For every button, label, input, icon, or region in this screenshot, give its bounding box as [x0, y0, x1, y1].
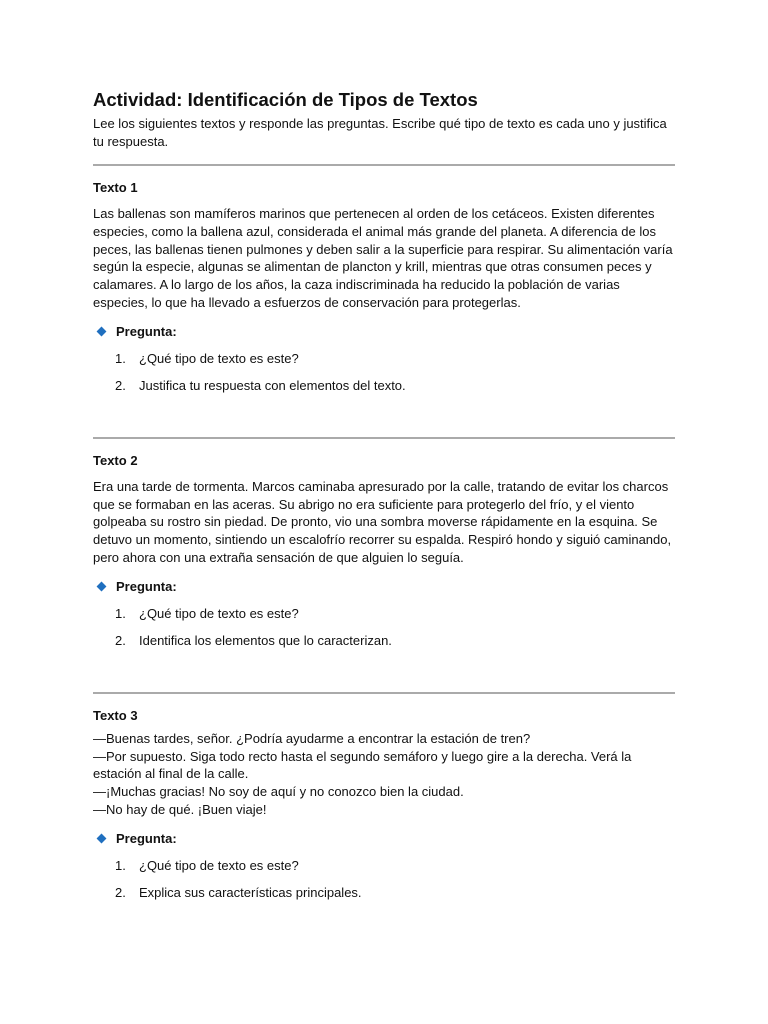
question-number: 1. [115, 605, 126, 621]
question-item [115, 884, 675, 902]
diamond-bullet-icon [97, 582, 107, 592]
divider [93, 692, 675, 694]
question-number: 2. [115, 884, 126, 900]
question-text: Identifica los elementos que lo caracterizan. [139, 632, 392, 648]
question-header [98, 323, 675, 341]
question-label: Pregunta: [116, 578, 177, 594]
question-item [115, 857, 675, 875]
text-section-2 [93, 452, 675, 650]
dialogue-line: —Buenas tardes, señor. ¿Podría ayudarme a encontrar la estación de tren? [93, 730, 531, 746]
question-number: 2. [115, 632, 126, 648]
passage: Las ballenas son mamíferos marinos que pertenecen al orden de los cetáceos. Existen diferentes especies, como la ballena azul, considerada el animal más grande del planeta. A diferencia de los peces, las ballenas tienen pulmones y deben salir a la superficie para respirar. Su alimentación varía según la especie, algunas se alimentan de plancton y krill, mientras que otras consumen peces y calamares. A lo largo de los años, la caza indiscriminada ha reducido la población de varias especies, lo que ha llevado a esfuerzos de conservación para protegerlas. [93, 206, 673, 310]
section-title: Texto 3 [93, 707, 138, 723]
question-text: ¿Qué tipo de texto es este? [139, 857, 299, 873]
passage: Era una tarde de tormenta. Marcos caminaba apresurado por la calle, tratando de evitar los charcos que se formaban en las aceras. Su abrigo no era suficiente para protegerlo del frío, y el viento golpeaba su rostro sin piedad. De pronto, vio una sombra moverse rápidamente en la esquina. Se detuvo un momento, sintiendo un escalofrío recorrer su espalda. Respiró hondo y siguió caminando, pero ahora con una extraña sensación de que alguien lo seguía. [93, 478, 672, 565]
question-text: Explica sus características principales. [139, 884, 362, 900]
question-list [93, 350, 675, 395]
text-section-3 [93, 707, 675, 902]
question-item [115, 350, 675, 368]
dialogue-line: —¡Muchas gracias! No soy de aquí y no conozco bien la ciudad. [93, 784, 464, 800]
question-text: Justifica tu respuesta con elementos del texto. [139, 377, 406, 393]
dialogue-line: —Por supuesto. Siga todo recto hasta el segundo semáforo y luego gire a la derecha. Verá la estación al final de la calle. [93, 748, 632, 782]
page-title: Actividad: Identificación de Tipos de Textos [93, 89, 478, 110]
question-number: 1. [115, 857, 126, 873]
question-label: Pregunta: [116, 830, 177, 846]
question-list [93, 857, 675, 902]
question-header [98, 830, 675, 848]
section-title: Texto 2 [93, 452, 138, 468]
question-list [93, 605, 675, 650]
question-text: ¿Qué tipo de texto es este? [139, 605, 299, 621]
instructions: Lee los siguientes textos y responde las preguntas. Escribe qué tipo de texto es cada uno y justifica tu respuesta. [93, 116, 667, 149]
question-number: 1. [115, 350, 126, 366]
divider [93, 164, 675, 166]
dialogue [93, 730, 675, 819]
dialogue-line: —No hay de qué. ¡Buen viaje! [93, 801, 267, 817]
question-item [115, 377, 675, 395]
question-number: 2. [115, 377, 126, 393]
question-header [98, 578, 675, 596]
diamond-bullet-icon [97, 327, 107, 337]
question-label: Pregunta: [116, 323, 177, 339]
question-item [115, 605, 675, 623]
diamond-bullet-icon [97, 834, 107, 844]
worksheet [93, 88, 675, 902]
divider [93, 437, 675, 439]
section-title: Texto 1 [93, 180, 138, 195]
question-text: ¿Qué tipo de texto es este? [139, 350, 299, 366]
question-item [115, 632, 675, 650]
text-section-1 [93, 179, 675, 395]
